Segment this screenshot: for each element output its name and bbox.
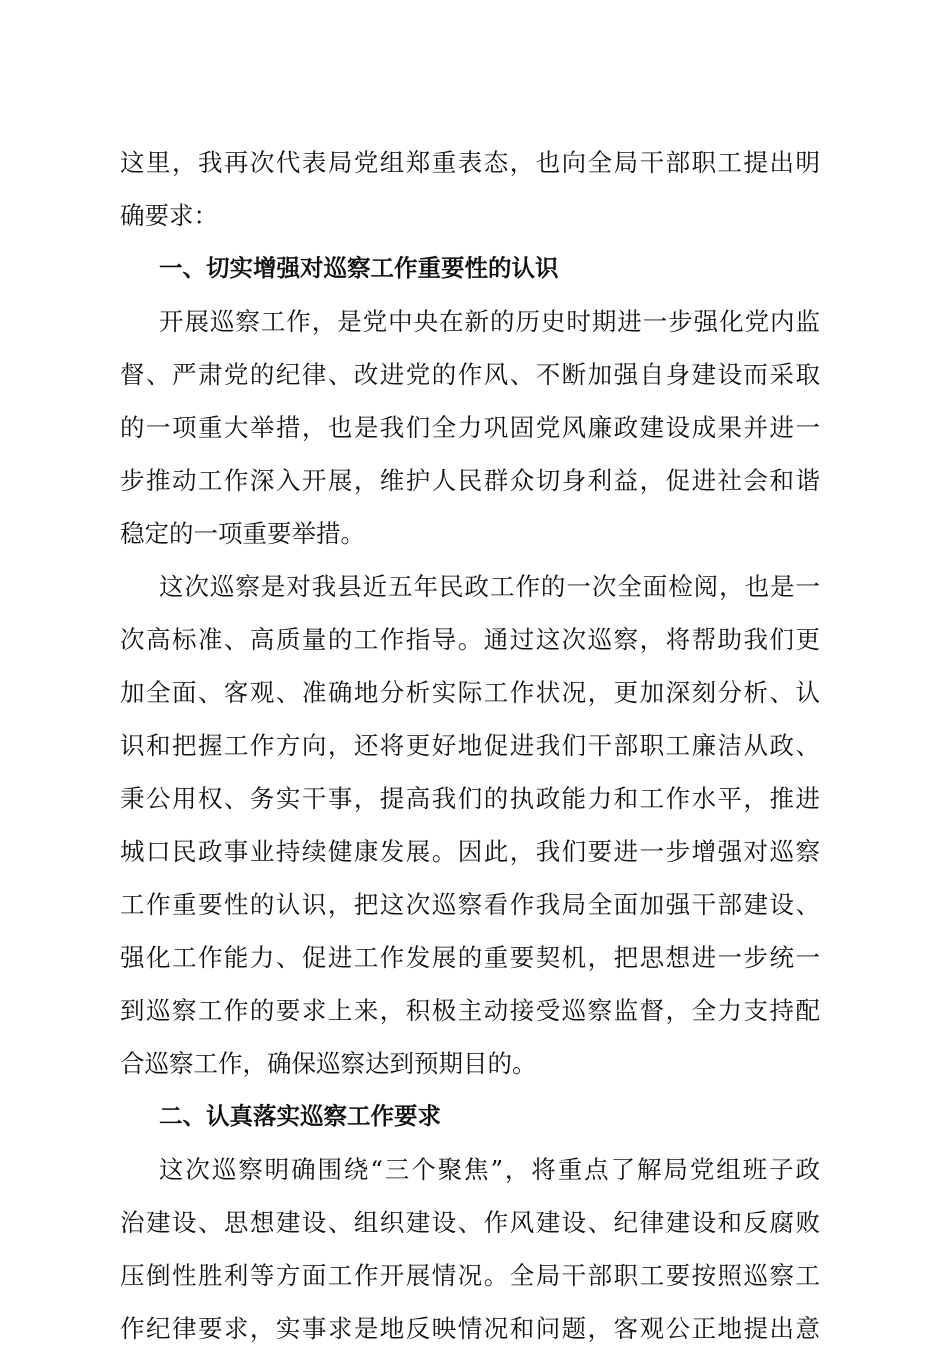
- text-line: 城口民政事业持续健康发展。因此，我们要进一步增强对巡察: [120, 837, 820, 866]
- text-line: 压倒性胜利等方面工作开展情况。全局干部职工要按照巡察工: [120, 1261, 820, 1290]
- intro-paragraph: [120, 136, 820, 242]
- text-line: 到巡察工作的要求上来，积极主动接受巡察监督，全力支持配: [120, 996, 820, 1025]
- text-line: 合巡察工作，确保巡察达到预期目的。: [120, 1049, 537, 1078]
- text-line: 作纪律要求，实事求是地反映情况和问题，客观公正地提出意: [120, 1314, 820, 1343]
- text-line: 强化工作能力、促进工作发展的重要契机，把思想进一步统一: [120, 943, 820, 972]
- text-line: 次高标准、高质量的工作指导。通过这次巡察，将帮助我们更: [120, 625, 820, 654]
- section-1-paragraph-2: [120, 560, 820, 1090]
- text-line: 这次巡察明确围绕“三个聚焦”，将重点了解局党组班子政: [159, 1155, 820, 1184]
- text-line: 秉公用权、务实干事，提高我们的执政能力和工作水平，推进: [120, 784, 820, 813]
- section-2-paragraph-1: [120, 1143, 820, 1355]
- text-line: 稳定的一项重要举措。: [120, 519, 365, 548]
- text-line: 的一项重大举措，也是我们全力巩固党风廉政建设成果并进一: [120, 413, 820, 442]
- text-line: 治建设、思想建设、组织建设、作风建设、纪律建设和反腐败: [120, 1208, 820, 1237]
- text-line: 步推动工作深入开展，维护人民群众切身利益，促进社会和谐: [120, 466, 820, 495]
- text-line: 确要求：: [120, 201, 218, 230]
- text-line: 加全面、客观、准确地分析实际工作状况，更加深刻分析、认: [120, 678, 820, 707]
- text-line: 开展巡察工作，是党中央在新的历史时期进一步强化党内监: [159, 307, 820, 336]
- section-2: [120, 1090, 820, 1355]
- section-1-paragraph-1: [120, 295, 820, 560]
- text-line: 督、严肃党的纪律、改进党的作风、不断加强自身建设而采取: [120, 360, 820, 389]
- document-body: [120, 136, 820, 1355]
- text-line: 识和把握工作方向，还将更好地促进我们干部职工廉洁从政、: [120, 731, 820, 760]
- text-line: 这次巡察是对我县近五年民政工作的一次全面检阅，也是一: [159, 572, 820, 601]
- text-line: 这里，我再次代表局党组郑重表态，也向全局干部职工提出明: [120, 148, 820, 177]
- section-2-heading: 二、认真落实巡察工作要求: [159, 1102, 441, 1130]
- text-line: 工作重要性的认识，把这次巡察看作我局全面加强干部建设、: [120, 890, 820, 919]
- section-1: [120, 242, 820, 1090]
- section-1-heading: 一、切实增强对巡察工作重要性的认识: [159, 254, 559, 282]
